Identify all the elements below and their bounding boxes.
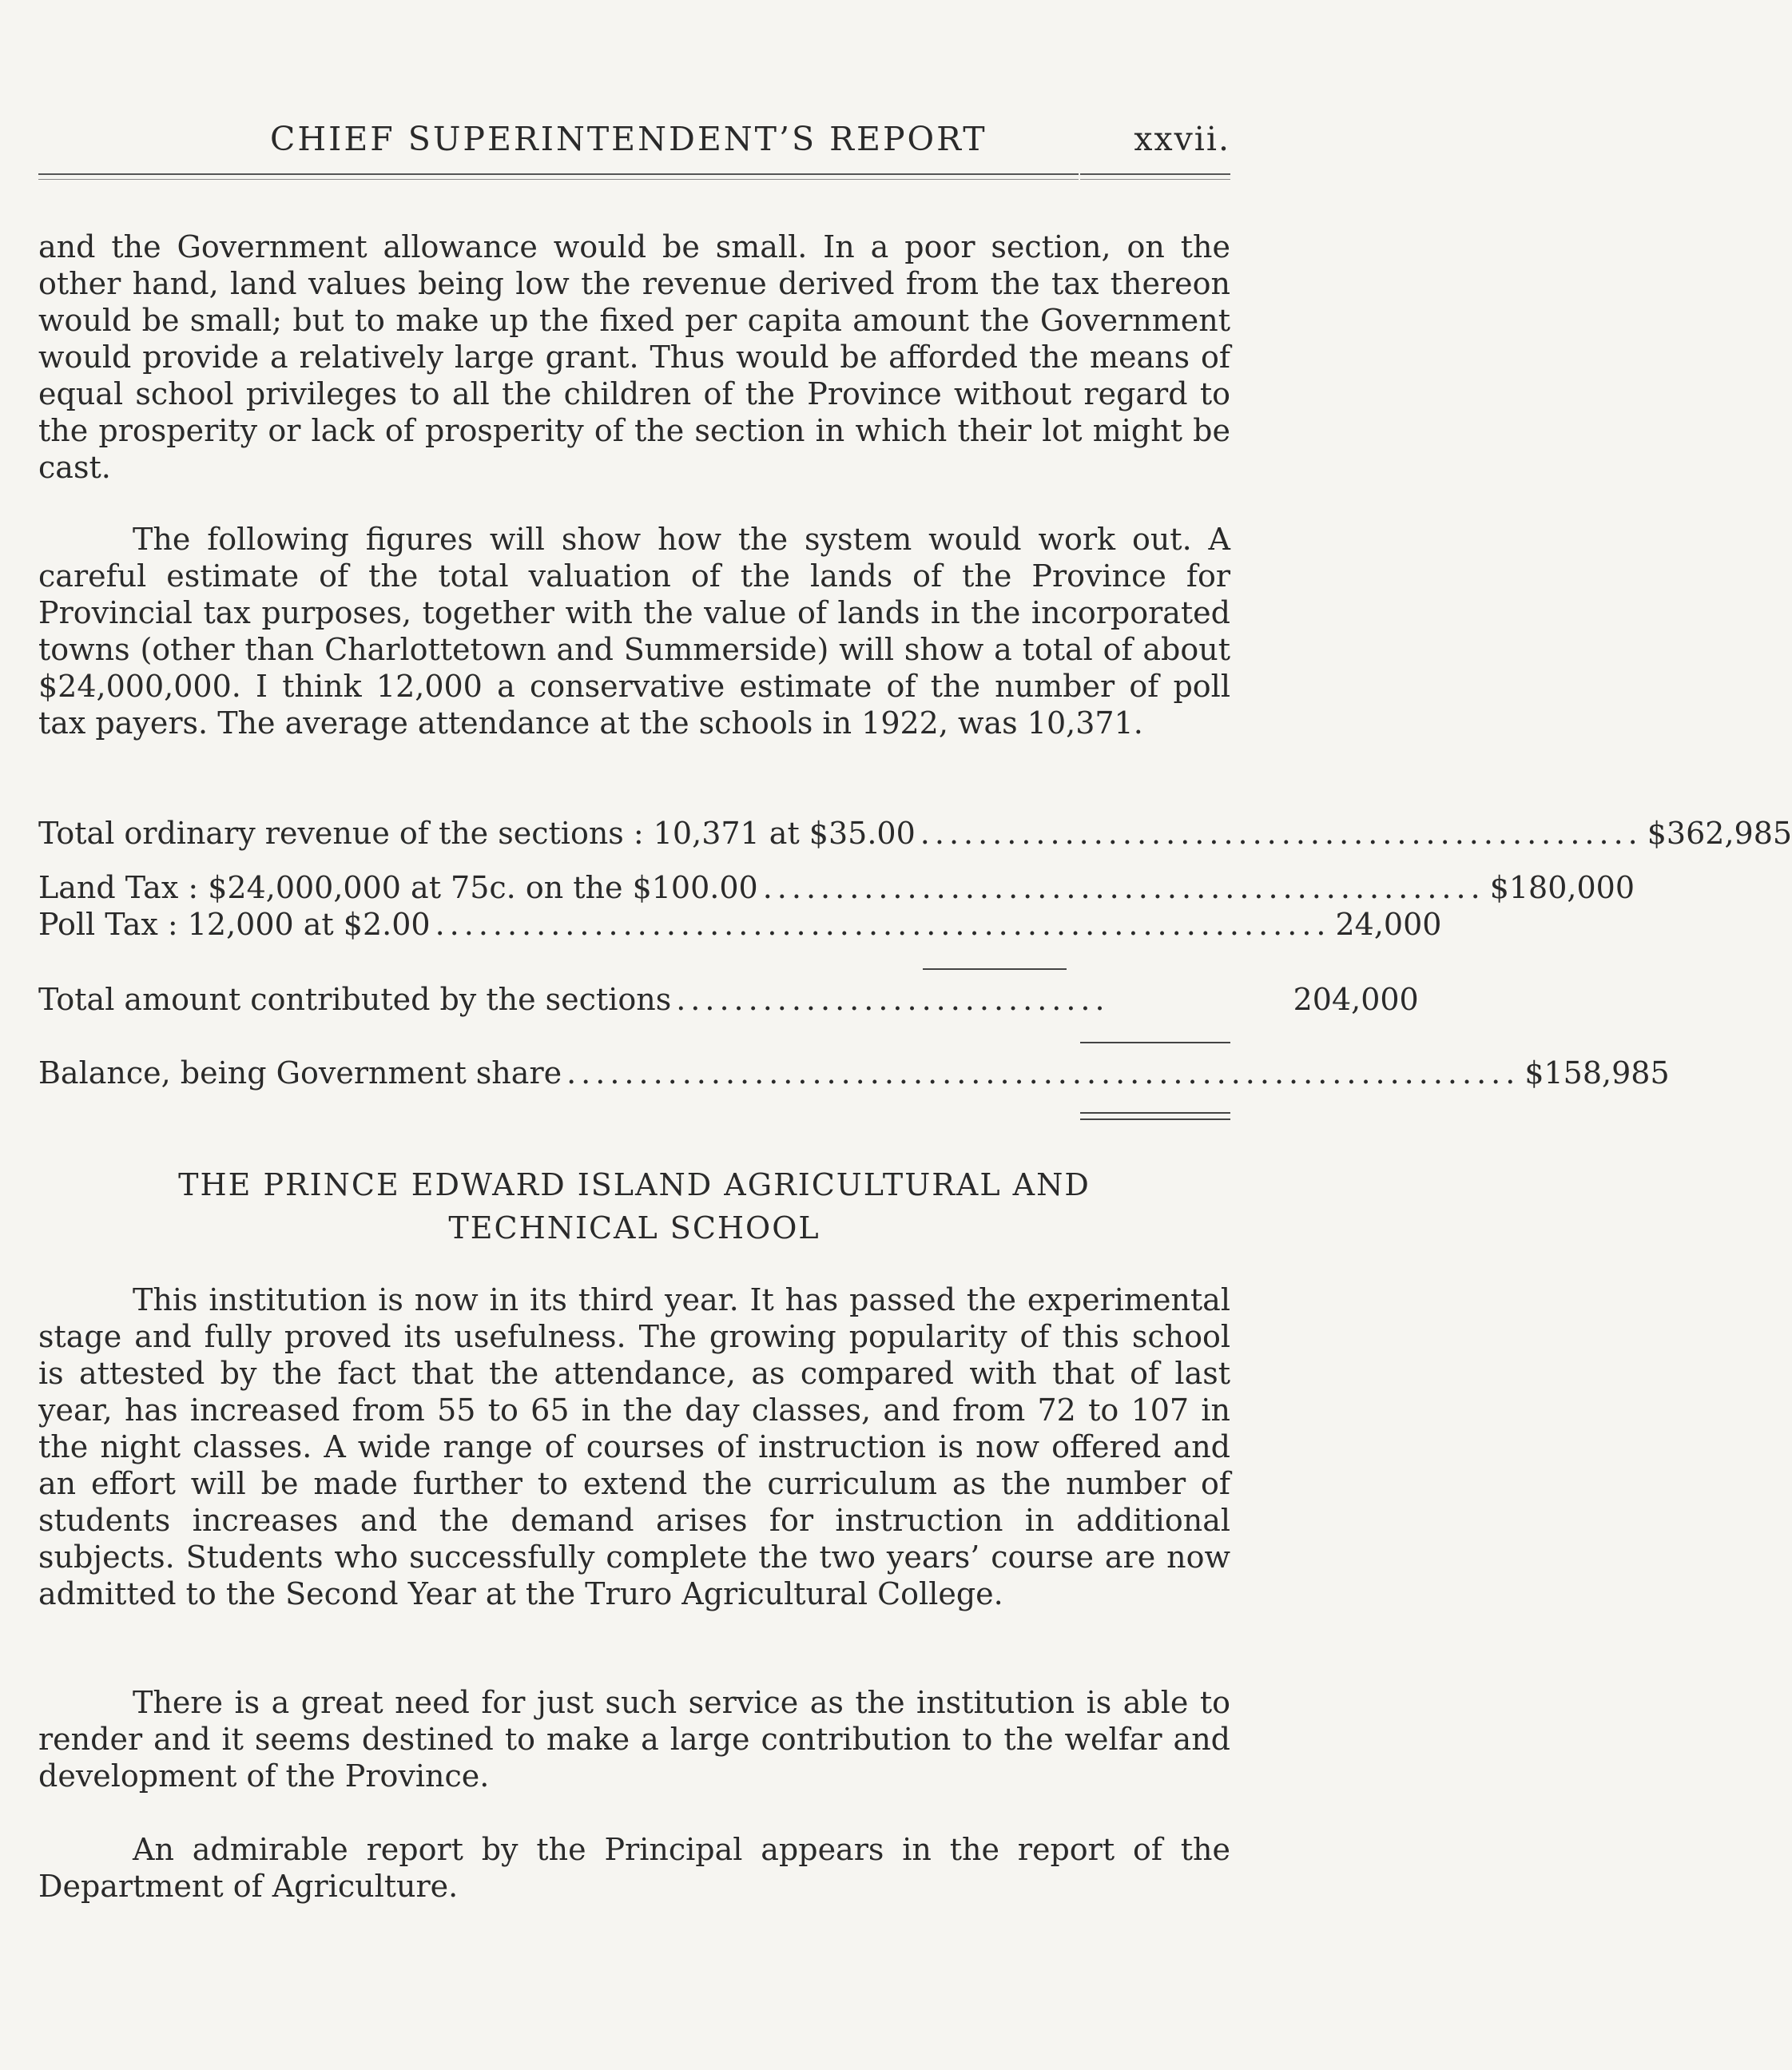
balance-rule [1080,1112,1230,1114]
paragraph-admirable-report: An admirable report by the Principal appears in the report of the Department of Agriculture. [38,1832,1230,1904]
row-amount: 24,000 [1335,907,1442,942]
row-amount: $362,985 [1647,816,1792,851]
header-rule [1080,179,1230,180]
row-total-revenue [38,815,1792,852]
row-amount: $158,985 [1524,1055,1670,1091]
subtotal-rule [923,968,1067,970]
header-rule [1080,173,1230,175]
paragraph-institution: This institution is now in its third year. It has passed the experimental stage and fully proved its usefulness. The growing popularity of this school is attested by the fact that the attendance, as compared with that of last year, has increased from 55 to 65 in the day classes, and from 72 to 107 in the night classes. A wide range of courses of instruction is now offered and an effort will be made further to extend the curriculum as the number of students increases and the demand arises for instruction in additional subjects. Students who successfully complete the two years’ course are now admitted to the Second Year at the Truro Agricultural College. [38,1282,1230,1611]
paragraph-government-allowance: and the Government allowance would be small. In a poor section, on the other hand, land values being low the revenue derived from the tax thereon would be small; but to make up the fixed per capita amount the Government would provide a relatively large grant. Thus would be afforded the means of equal school privileges to all the children of the Province without regard to the prosperity or lack of prosperity of the section in which their lot might be cast. [38,229,1230,485]
header-rule [38,173,1079,175]
row-label: Total amount contributed by the sections [38,982,672,1017]
paragraph-figures-intro: The following figures will show how the system would work out. A careful estimate of the total valuation of the lands of the Province for Provincial tax purposes, together with the value of lands in the incorporated towns (other than Charlottetown and Summerside) will show a total of about $24,000,000. I think 12,000 a conservative estimate of the number of poll tax payers. The average attendance at the schools in 1922, was 10,371. [38,522,1230,741]
row-total-contributed [38,981,1419,1018]
header-rule [38,179,1079,180]
section-heading-line-1: THE PRINCE EDWARD ISLAND AGRICULTURAL AND [178,1167,1091,1202]
leader-dots: .............................. [676,982,1110,1017]
balance-rule [1080,1118,1230,1120]
page-number: xxvii. [1134,120,1230,158]
paragraph-great-need: There is a great need for just such service as the institution is able to render and it seems destined to make a large contribution to the welfar and development of the Province. [38,1685,1230,1794]
row-label: Balance, being Government share [38,1055,562,1091]
page-header [38,120,1230,168]
leader-dots: .............................................................. [435,907,1331,942]
row-poll-tax [38,906,1442,943]
row-amount: $180,000 [1489,870,1635,905]
row-label: Land Tax : $24,000,000 at 75c. on the $100.00 [38,870,758,905]
row-land-tax [38,869,1635,906]
row-amount: 204,000 [1293,982,1419,1017]
total-rule [1080,1042,1230,1043]
running-title: CHIEF SUPERINTENDENT’S REPORT [270,120,987,158]
leader-dots: .................................................. [920,816,1643,851]
leader-dots: .................................................................. [566,1055,1520,1091]
row-label: Poll Tax : 12,000 at $2.00 [38,907,431,942]
leader-dots: .................................................. [762,870,1485,905]
row-label: Total ordinary revenue of the sections : 10,371 at $35.00 [38,816,916,851]
row-balance [38,1055,1670,1091]
section-heading-line-2: TECHNICAL SCHOOL [448,1210,821,1246]
